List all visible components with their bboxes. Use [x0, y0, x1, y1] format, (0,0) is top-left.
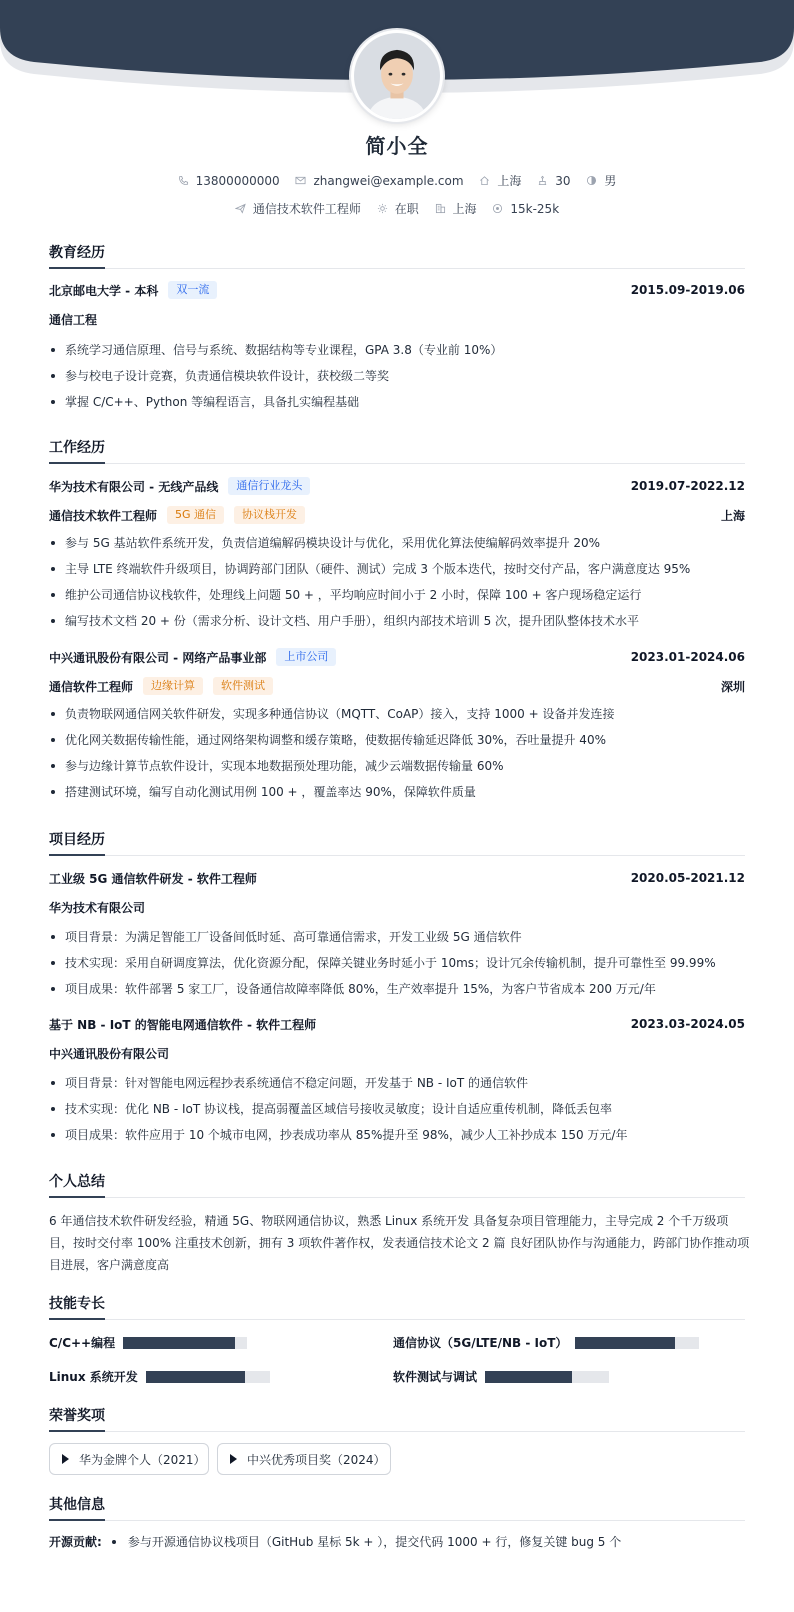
salary-item — [492, 202, 559, 216]
awards-section — [49, 1405, 745, 1432]
skills-section — [49, 1293, 745, 1320]
education-date: 2015.09-2019.06 — [630, 283, 745, 297]
summary-line: 目，按时交付率 100% 注重技术创新，拥有 3 项软件著作权，发表通信技术论文 2 篇 良好团队协作与沟通能力，跨部门协作推动项 — [49, 1236, 750, 1250]
other-text: 参与开源通信协议栈项目（GitHub 星标 5k + ），提交代码 1000 + 行，修复关键 bug 5 个 — [127, 1535, 622, 1549]
skill-name: C/C++编程 — [49, 1336, 116, 1350]
status-item — [377, 200, 419, 217]
role-name: 通信技术软件工程师 — [49, 508, 158, 523]
email-text: zhangwei@example.com — [313, 173, 464, 188]
coin-icon — [492, 203, 503, 214]
skill-item — [49, 1368, 270, 1385]
project-bullets — [49, 1074, 745, 1152]
skill-bar-fill — [575, 1337, 674, 1349]
phone-icon — [178, 175, 189, 186]
skill-name: 通信协议（5G/LTE/NB - IoT） — [393, 1336, 568, 1350]
list-item: 项目背景：为满足智能工厂设备间低时延、高可靠通信需求，开发工业级 5G 通信软件 — [49, 928, 745, 954]
building-icon — [435, 203, 446, 214]
role-line — [49, 677, 745, 695]
work-entry-2 — [49, 648, 745, 809]
city-text: 上海 — [497, 174, 522, 188]
list-item: 主导 LTE 终端软件升级项目，协调跨部门团队（硬件、测试）完成 3 个版本迭代，按时交付产品，客户满意度达 95% — [49, 560, 745, 586]
work-date: 2019.07-2022.12 — [630, 479, 745, 493]
work-location: 深圳 — [720, 679, 745, 694]
list-item: 优化网关数据传输性能，通过网络架构调整和缓存策略，使数据传输延迟降低 30%，吞吐量提升 40% — [49, 731, 745, 757]
skill-name: Linux 系统开发 — [49, 1370, 138, 1384]
award-text: 中兴优秀项目奖（2024） — [247, 1452, 386, 1467]
skill-item — [49, 1334, 247, 1351]
skill-tag: 协议栈开发 — [234, 506, 305, 524]
skill-bar — [123, 1337, 247, 1349]
work-date: 2023.01-2024.06 — [630, 650, 745, 664]
work-bullets — [49, 534, 745, 638]
list-item: 项目成果：软件部署 5 家工厂，设备通信故障率降低 80%，生产效率提升 15%，为客户节省成本 200 万元/年 — [49, 980, 745, 1006]
section-title: 教育经历 — [49, 242, 745, 269]
project-name: 工业级 5G 通信软件研发 - 软件工程师 — [49, 871, 257, 886]
mail-icon — [295, 175, 306, 186]
play-icon — [230, 1454, 237, 1464]
send-icon — [235, 203, 246, 214]
list-item: 维护公司通信协议栈软件，处理线上问题 50 + ，平均响应时间小于 2 小时，保障 100 + 客户现场稳定运行 — [49, 586, 745, 612]
skill-bar — [146, 1371, 270, 1383]
list-item: 参与 5G 基站软件系统开发，负责信道编解码模块设计与优化，采用优化算法使编解码效率提升 20% — [49, 534, 745, 560]
list-item: 参与边缘计算节点软件设计，实现本地数据预处理功能，减少云端数据传输量 60% — [49, 757, 745, 783]
age-item — [537, 174, 570, 188]
work-header — [49, 648, 745, 666]
section-title: 荣誉奖项 — [49, 1405, 745, 1432]
list-item: 编写技术文档 20 + 份（需求分析、设计文档、用户手册），组织内部技术培训 5 次，提升团队整体技术水平 — [49, 612, 745, 638]
age-text: 30 — [555, 173, 571, 188]
skill-bar — [575, 1337, 699, 1349]
list-item: 负责物联网通信网关软件研发，实现多种通信协议（MQTT、CoAP）接入，支持 1000 + 设备并发连接 — [49, 705, 745, 731]
project-header — [49, 869, 745, 887]
skill-tag: 软件测试 — [213, 677, 273, 695]
project-entry-2 — [49, 1015, 745, 1152]
email-item — [295, 174, 463, 188]
phone-text: 13800000000 — [195, 173, 280, 188]
summary-text — [49, 1210, 750, 1276]
project-company: 中兴通讯股份有限公司 — [49, 1047, 170, 1061]
section-title: 个人总结 — [49, 1171, 745, 1198]
candidate-name: 简小全 — [365, 134, 429, 158]
cake-icon — [537, 175, 548, 186]
contact-info-row — [0, 172, 794, 189]
projects-section — [49, 829, 745, 856]
summary-line: 6 年通信技术软件研发经验，精通 5G、物联网通信协议，熟悉 Linux 系统开发 具备复杂项目管理能力，主导完成 2 个千万级项 — [49, 1214, 729, 1228]
education-header — [49, 281, 745, 299]
list-item: 搭建测试环境，编写自动化测试用例 100 + ，覆盖率达 90%，保障软件质量 — [49, 783, 745, 809]
other-label: 开源贡献: — [49, 1535, 102, 1549]
phone-item — [178, 174, 280, 188]
company-name: 华为技术有限公司 - 无线产品线 — [49, 479, 219, 494]
section-title: 技能专长 — [49, 1293, 745, 1320]
section-title: 工作经历 — [49, 437, 745, 464]
skill-bar-fill — [123, 1337, 235, 1349]
summary-section — [49, 1171, 745, 1198]
company-name: 中兴通讯股份有限公司 - 网络产品事业部 — [49, 650, 267, 665]
salary-text: 15k-25k — [510, 201, 560, 216]
list-item: 技术实现：采用自研调度算法，优化资源分配，保障关键业务时延小于 10ms；设计冗余传输机制，提升可靠性至 99.99% — [49, 954, 745, 980]
school-tag: 双一流 — [168, 281, 217, 299]
role-name: 通信软件工程师 — [49, 679, 134, 694]
other-section — [49, 1494, 745, 1521]
city-item — [479, 172, 521, 189]
project-header — [49, 1015, 745, 1033]
avatar-photo — [354, 33, 440, 119]
project-date: 2020.05-2021.12 — [630, 871, 745, 885]
gender-text: 男 — [604, 174, 617, 188]
work-entry-1 — [49, 477, 745, 638]
skill-tag: 边缘计算 — [143, 677, 203, 695]
list-item: 参与校电子设计竞赛，负责通信模块软件设计，获校级二等奖 — [49, 367, 745, 393]
play-icon — [62, 1454, 69, 1464]
other-info-line — [49, 1533, 745, 1550]
work-city-item — [435, 200, 477, 217]
education-section — [49, 242, 745, 269]
company-tag: 上市公司 — [276, 648, 336, 666]
award-text: 华为金牌个人（2021） — [79, 1452, 206, 1467]
work-location: 上海 — [720, 508, 745, 523]
award-item — [49, 1443, 209, 1475]
project-entry-1 — [49, 869, 745, 1006]
list-item: 技术实现：优化 NB - IoT 协议栈，提高弱覆盖区域信号接收灵敏度；设计自适应重传机制，降低丢包率 — [49, 1100, 745, 1126]
status-text: 在职 — [394, 202, 419, 216]
project-name: 基于 NB - IoT 的智能电网通信软件 - 软件工程师 — [49, 1017, 317, 1032]
bullet-dot — [112, 1540, 116, 1544]
work-header — [49, 477, 745, 495]
job-title-item — [235, 200, 361, 217]
education-entry — [49, 281, 745, 419]
section-title: 项目经历 — [49, 829, 745, 856]
major: 通信工程 — [49, 313, 98, 327]
list-item: 掌握 C/C++、Python 等编程语言，具备扎实编程基础 — [49, 393, 745, 419]
work-bullets — [49, 705, 745, 809]
gender-icon — [586, 175, 597, 186]
work-section — [49, 437, 745, 464]
section-title: 其他信息 — [49, 1494, 745, 1521]
skill-bar-fill — [146, 1371, 245, 1383]
home-icon — [479, 175, 490, 186]
skill-tag: 5G 通信 — [167, 506, 224, 524]
award-item — [217, 1443, 391, 1475]
list-item: 项目背景：针对智能电网远程抄表系统通信不稳定问题，开发基于 NB - IoT 的通信软件 — [49, 1074, 745, 1100]
job-info-row — [0, 200, 794, 217]
education-bullets — [49, 341, 745, 419]
project-company: 华为技术有限公司 — [49, 901, 146, 915]
school-name: 北京邮电大学 - 本科 — [49, 283, 159, 298]
project-date: 2023.03-2024.05 — [630, 1017, 745, 1031]
skill-item — [393, 1334, 699, 1351]
role-line — [49, 506, 745, 524]
list-item: 项目成果：软件应用于 10 个城市电网，抄表成功率从 85%提升至 98%，减少人工补抄成本 150 万元/年 — [49, 1126, 745, 1152]
gender-item — [586, 172, 616, 189]
skill-bar — [485, 1371, 609, 1383]
skill-name: 软件测试与调试 — [393, 1370, 478, 1384]
avatar — [351, 30, 443, 122]
job-title-text: 通信技术软件工程师 — [252, 202, 361, 216]
gear-icon — [377, 203, 388, 214]
company-tag: 通信行业龙头 — [228, 477, 310, 495]
summary-line: 目进展，客户满意度高 — [49, 1258, 170, 1272]
skill-item — [393, 1368, 609, 1385]
skill-bar-fill — [485, 1371, 572, 1383]
project-bullets — [49, 928, 745, 1006]
list-item: 系统学习通信原理、信号与系统、数据结构等专业课程，GPA 3.8（专业前 10%） — [49, 341, 745, 367]
work-city-text: 上海 — [452, 202, 477, 216]
